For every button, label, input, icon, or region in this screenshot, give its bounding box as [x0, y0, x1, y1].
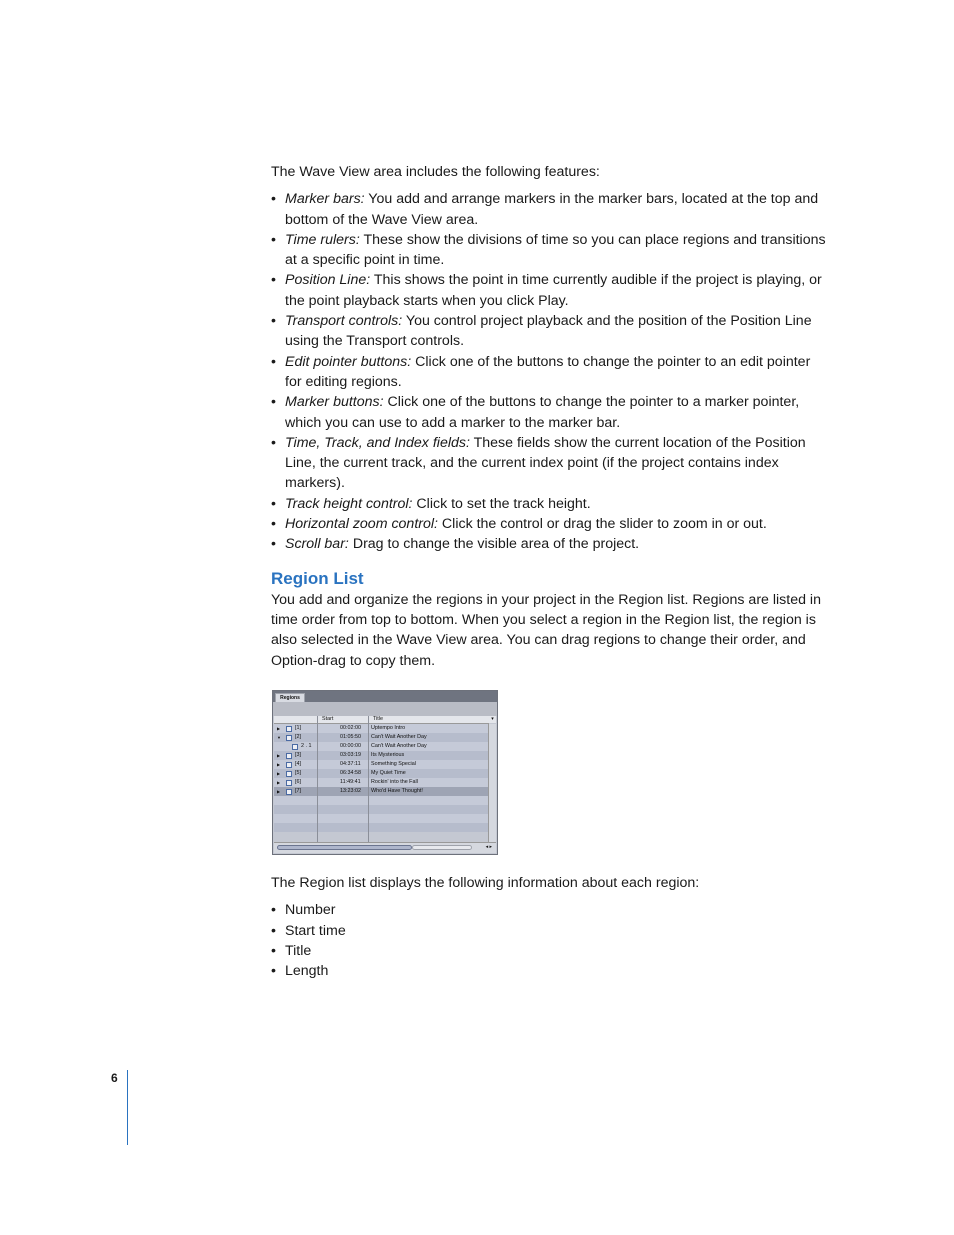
column-divider: [317, 716, 318, 842]
page-content: [271, 162, 827, 671]
empty-row: [274, 796, 489, 805]
disclosure-triangle-icon[interactable]: ▼: [277, 735, 281, 740]
disclosure-triangle-icon[interactable]: ▶: [277, 726, 281, 731]
info-list: [271, 900, 827, 981]
scroll-arrows-icon[interactable]: ◂ ▸: [485, 844, 492, 850]
feature-desc: This shows the point in time currently audible if the project is playing, or the point playback starts when you click Play.: [285, 272, 822, 309]
region-number: [3]: [295, 752, 301, 758]
region-rows: [274, 724, 489, 833]
vertical-scrollbar[interactable]: [488, 724, 496, 842]
feature-item: • Transport controls: You control project playback and the position of the Position Line using the Transport controls.: [271, 313, 812, 350]
region-start: 00:00:00: [340, 743, 361, 749]
table-row[interactable]: [274, 742, 489, 751]
feature-item: • Track height control: Click to set the track height.: [271, 495, 591, 512]
disclosure-triangle-icon[interactable]: ▶: [277, 771, 281, 776]
region-info-section: [271, 873, 827, 981]
feature-term: Time rulers:: [285, 231, 360, 248]
region-icon: [286, 780, 292, 786]
region-title: Rockin' into the Fall: [371, 779, 418, 785]
table-row[interactable]: [274, 769, 489, 778]
scroll-thumb[interactable]: [277, 845, 412, 850]
feature-term: Horizontal zoom control:: [285, 516, 438, 533]
region-icon: [286, 735, 292, 741]
page-number: 6: [111, 1071, 118, 1085]
region-title: Uptempo Intro: [371, 725, 406, 731]
section-paragraph: You add and organize the regions in your project in the Region list. Regions are listed in time order from top to bottom. When you select a region in the Region list, the region is also selected in the Wave View area. You can drag regions to change their order, and Option-drag to copy them.: [271, 591, 821, 669]
scroll-track[interactable]: [412, 845, 472, 850]
column-header-title[interactable]: Title: [373, 716, 383, 722]
region-start: 01:05:50: [340, 734, 361, 740]
disclosure-triangle-icon[interactable]: ▶: [277, 789, 281, 794]
column-header: [274, 716, 489, 724]
region-icon: [286, 753, 292, 759]
table-row[interactable]: [274, 760, 489, 769]
table-row[interactable]: [274, 778, 489, 787]
empty-row: [274, 823, 489, 832]
table-row[interactable]: [274, 733, 489, 742]
region-start: 06:34:58: [340, 770, 361, 776]
info-item: • Number: [271, 902, 336, 919]
info-item: • Length: [271, 963, 329, 980]
feature-term: Edit pointer buttons:: [285, 353, 412, 370]
toolbar-band: [273, 702, 497, 716]
region-start: 03:03:19: [340, 752, 361, 758]
feature-item: • Time, Track, and Index fields: These fields show the current location of the Position Line, the current track, and the current index point (if the project contains index markers).: [271, 434, 806, 492]
feature-term: Track height control:: [285, 495, 413, 512]
feature-desc: You control project playback and the position of the Position Line using the Transport controls.: [285, 313, 812, 350]
feature-desc: Click one of the buttons to change the pointer to a marker pointer, which you can use to add a marker to the marker bar.: [285, 394, 800, 431]
region-number: [7]: [295, 788, 301, 794]
empty-row: [274, 805, 489, 814]
region-icon: [286, 789, 292, 795]
region-info-paragraph: The Region list displays the following information about each region:: [271, 875, 700, 891]
tab-regions[interactable]: Regions: [275, 693, 305, 702]
feature-desc: These fields show the current location of the Position Line, the current track, and the current index point (if the project contains index markers).: [285, 434, 806, 492]
info-item: • Title: [271, 942, 312, 959]
region-start: 13:23:02: [340, 788, 361, 794]
disclosure-triangle-icon[interactable]: ▶: [277, 780, 281, 785]
feature-item: • Scroll bar: Drag to change the visible area of the project.: [271, 536, 640, 553]
region-title: My Quiet Time: [371, 770, 406, 776]
feature-term: Time, Track, and Index fields:: [285, 434, 470, 451]
feature-term: Scroll bar:: [285, 536, 349, 553]
feature-item: • Horizontal zoom control: Click the control or drag the slider to zoom in or out.: [271, 516, 767, 533]
page-rule: [127, 1070, 128, 1145]
region-number: [5]: [295, 770, 301, 776]
feature-desc: Click the control or drag the slider to zoom in or out.: [437, 516, 767, 533]
region-number: [4]: [295, 761, 301, 767]
region-title: Something Special: [371, 761, 416, 767]
feature-item: • Marker bars: You add and arrange markers in the marker bars, located at the top and bottom of the Wave View area.: [271, 191, 819, 228]
region-start: 11:49:41: [340, 779, 361, 785]
feature-desc: Click one of the buttons to change the pointer to an edit pointer for editing regions.: [285, 353, 811, 390]
table-row[interactable]: [274, 724, 489, 733]
region-title: Can't Wait Another Day: [371, 743, 427, 749]
region-start: 04:37:11: [340, 761, 361, 767]
region-number: [6]: [295, 779, 301, 785]
index-icon: [292, 744, 298, 750]
feature-list: [271, 189, 827, 554]
disclosure-triangle-icon[interactable]: ▶: [277, 753, 281, 758]
tab-bar: [273, 691, 497, 702]
region-number: [1]: [295, 725, 301, 731]
table-row[interactable]: [274, 751, 489, 760]
feature-item: • Position Line: This shows the point in time currently audible if the project is playing, or the point playback starts when you click Play.: [271, 272, 822, 309]
horizontal-scrollbar[interactable]: [274, 842, 496, 853]
region-start: 00:02:00: [340, 725, 361, 731]
column-menu-icon[interactable]: ▾: [489, 716, 496, 723]
feature-term: Marker bars:: [285, 191, 365, 208]
region-title: Can't Wait Another Day: [371, 734, 427, 740]
column-header-start[interactable]: Start: [322, 716, 334, 722]
region-icon: [286, 726, 292, 732]
regions-window-screenshot: [272, 690, 498, 855]
info-item: • Start time: [271, 922, 346, 939]
section-heading: Region List: [271, 568, 364, 588]
column-divider: [368, 716, 369, 842]
feature-item: • Time rulers: These show the divisions of time so you can place regions and transitions at a specific point in time.: [271, 231, 826, 269]
region-title: Who'd Have Thought!: [371, 788, 423, 794]
feature-desc: Drag to change the visible area of the project.: [348, 536, 640, 553]
feature-term: Marker buttons:: [285, 394, 384, 411]
feature-item: • Edit pointer buttons: Click one of the buttons to change the pointer to an edit pointer for editing regions.: [271, 353, 811, 390]
feature-item: • Marker buttons: Click one of the buttons to change the pointer to a marker pointer, which you can use to add a marker to the marker bar.: [271, 394, 800, 431]
region-number: 2 . 1: [301, 743, 312, 749]
intro-paragraph: The Wave View area includes the following features:: [271, 164, 600, 180]
feature-term: Position Line:: [285, 272, 371, 289]
feature-desc: These show the divisions of time so you can place regions and transitions at a specific point in time.: [285, 231, 826, 269]
empty-row: [274, 814, 489, 823]
table-row-selected[interactable]: [274, 787, 489, 796]
disclosure-triangle-icon[interactable]: ▶: [277, 762, 281, 767]
feature-desc: Click to set the track height.: [412, 495, 591, 512]
region-title: Its Mysterious: [371, 752, 405, 758]
region-number: [2]: [295, 734, 301, 740]
region-icon: [286, 762, 292, 768]
region-icon: [286, 771, 292, 777]
feature-desc: You add and arrange markers in the marker bars, located at the top and bottom of the Wave View area.: [285, 191, 819, 228]
feature-term: Transport controls:: [285, 313, 403, 330]
